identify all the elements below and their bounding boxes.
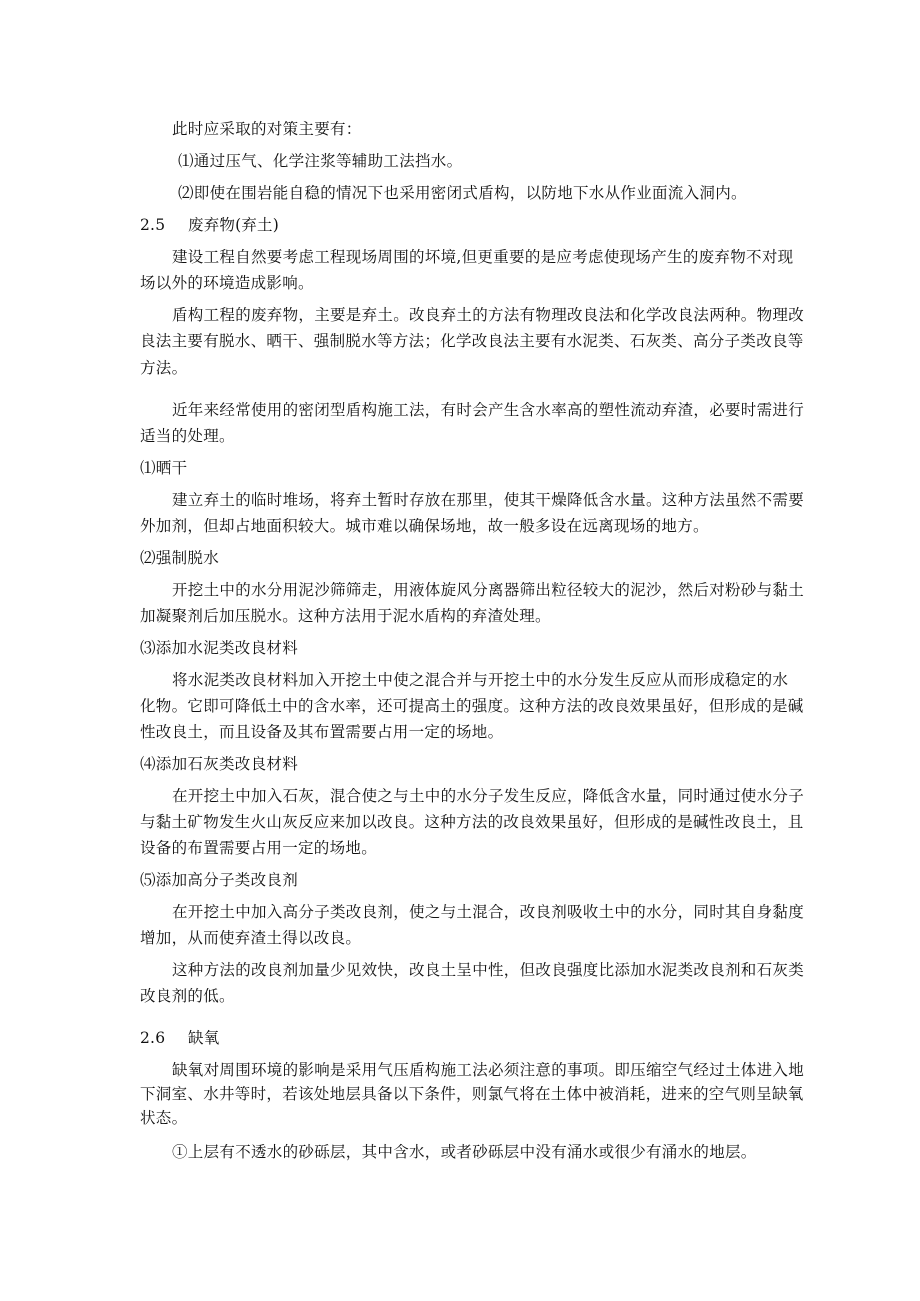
paragraph-line: 开挖土中的水分用泥沙筛筛走，用液体旋风分离器筛出粒径较大的泥沙，然后对粉砂与黏土 [172, 581, 805, 599]
paragraph-line: 良法主要有脱水、晒干、强制脱水等方法；化学改良法主要有水泥类、石灰类、高分子类改良等 [140, 332, 804, 350]
paragraph-line: 状态。 [140, 1109, 188, 1127]
paragraph-line: 在开挖土中加入高分子类改良剂，使之与土混合，改良剂吸收土中的水分，同时其自身黏度 [172, 903, 805, 921]
paragraph-line: 化物。它即可降低土中的含水率，还可提高土的强度。这种方法的改良效果虽好，但形成的是碱 [140, 697, 804, 715]
paragraph-line: 加凝聚剂后加压脱水。这种方法用于泥水盾构的弃渣处理。 [140, 607, 551, 625]
subsection-title: ⑴晒干 [140, 459, 188, 477]
paragraph-line: 性改良土，而且设备及其布置需要占用一定的场地。 [140, 723, 504, 741]
paragraph-line: 盾构工程的废弃物，主要是弃土。改良弃土的方法有物理改良法和化学改良法两种。物理改 [172, 306, 805, 324]
paragraph-line: 建立弃土的临时堆场，将弃土暂时存放在那里，使其干燥降低含水量。这种方法虽然不需要 [172, 491, 805, 509]
paragraph-line: 适当的处理。 [140, 427, 235, 445]
subsection-title: ⑷添加石灰类改良材料 [140, 755, 299, 773]
paragraph-line: 方法。 [140, 359, 188, 377]
paragraph-line: 将水泥类改良材料加入开挖土中使之混合并与开挖土中的水分发生反应从而形成稳定的水 [172, 671, 789, 689]
paragraph-line: 设备的布置需要占用一定的场地。 [140, 839, 378, 857]
paragraph-line: 在开挖土中加入石灰，混合使之与土中的水分子发生反应，降低含水量，同时通过使水分子 [172, 787, 805, 805]
measure-1: ⑴通过压气、化学注浆等辅助工法挡水。 [178, 152, 463, 170]
paragraph-line: 增加，从而使弃渣土得以改良。 [140, 929, 362, 947]
intro-text: 此时应采取的对策主要有： [172, 120, 362, 138]
section-title: 缺氧 [188, 1029, 220, 1047]
paragraph-line: 外加剂，但却占地面积较大。城市难以确保场地，故一般多设在远离现场的地方。 [140, 517, 709, 535]
condition-item: ①上层有不透水的砂砾层，其中含水，或者砂砾层中没有涌水或很少有涌水的地层。 [172, 1143, 757, 1161]
subsection-title: ⑸添加高分子类改良剂 [140, 871, 299, 889]
section-number: 2.6 [140, 1029, 166, 1047]
measure-2: ⑵即使在围岩能自稳的情况下也采用密闭式盾构，以防地下水从作业面流入洞内。 [178, 184, 747, 202]
paragraph-line: 场以外的环境造成影响。 [140, 274, 314, 292]
paragraph-line: 下洞室、水井等时，若该处地层具备以下条件，则氯气将在土体中被消耗，进来的空气则呈缺氧 [140, 1085, 804, 1103]
paragraph-line: 缺氧对周围环境的影响是采用气压盾构施工法必须注意的事项。即压缩空气经过土体进入地 [172, 1061, 805, 1079]
paragraph-line: 近年来经常使用的密闭型盾构施工法，有时会产生含水率高的塑性流动弃渣，必要时需进行 [172, 401, 805, 419]
paragraph-line: 这种方法的改良剂加量少见效快，改良土呈中性，但改良强度比添加水泥类改良剂和石灰类 [172, 961, 805, 979]
paragraph-line: 建设工程自然要考虑工程现场周围的坏境,但更重要的是应考虑使现场产生的废弃物不对现 [172, 248, 794, 266]
section-heading-2-6 [140, 1028, 219, 1048]
paragraph-line: 改良剂的低。 [140, 987, 235, 1005]
section-number: 2.5 [140, 216, 166, 234]
section-title: 废弃物(弃土) [188, 216, 279, 234]
section-heading-2-5 [140, 215, 279, 235]
subsection-title: ⑶添加水泥类改良材料 [140, 639, 299, 657]
subsection-title: ⑵强制脱水 [140, 549, 220, 567]
paragraph-line: 与黏土矿物发生火山灰反应来加以改良。这种方法的改良效果虽好，但形成的是碱性改良土，且 [140, 813, 804, 831]
